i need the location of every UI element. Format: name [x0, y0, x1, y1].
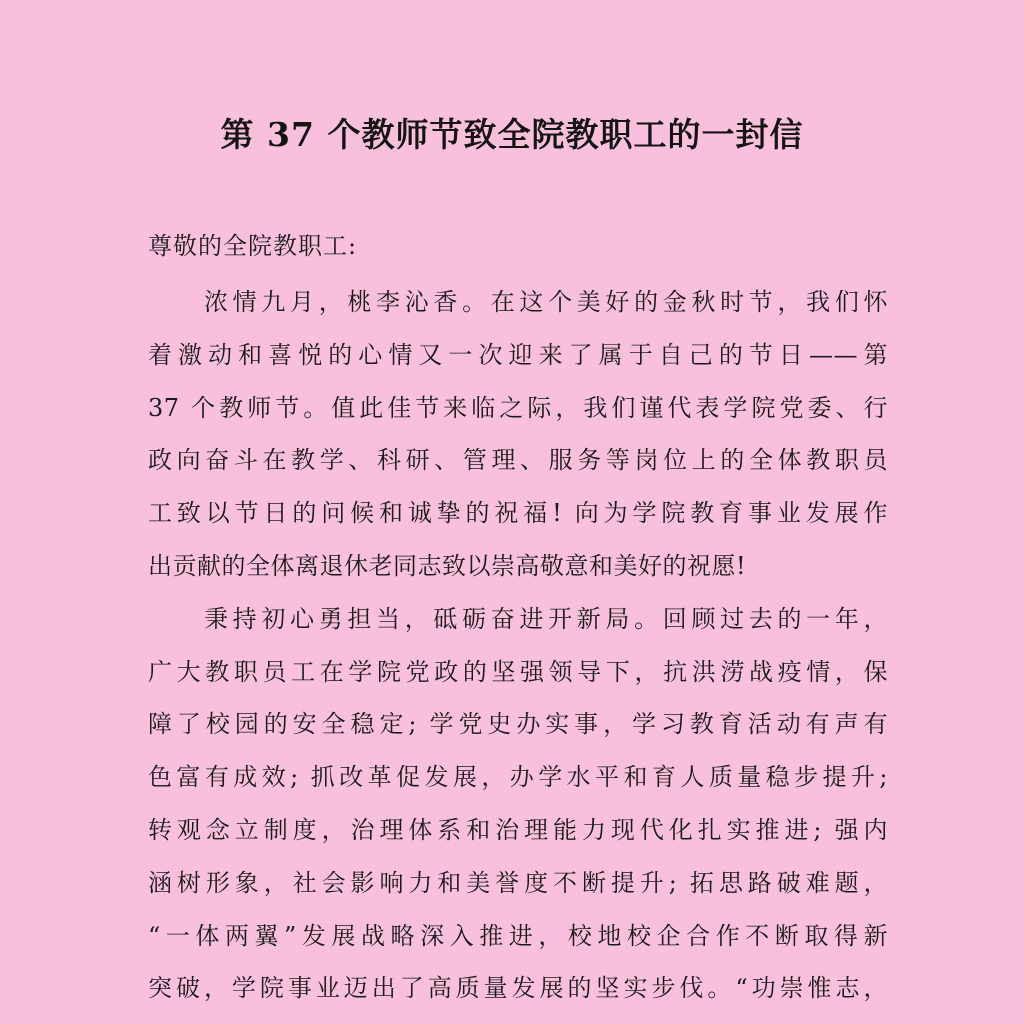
- body-line: 障了校园的安全稳定; 学党史办实事，学习教育活动有声有: [148, 710, 888, 739]
- salutation: 尊敬的全院教职工:: [148, 232, 358, 260]
- body-line: 工致以节日的问候和诚挚的祝福! 向为学院教育事业发展作: [148, 499, 888, 528]
- body-line: 突破，学院事业迈出了高质量发展的坚实步伐。“功崇惟志，: [148, 974, 888, 1003]
- body-line: 37 个教师节。值此佳节来临之际，我们谨代表学院党委、行: [148, 393, 888, 422]
- body-line: 涵树形象，社会影响力和美誉度不断提升; 拓思路破难题，: [148, 868, 888, 897]
- body-line: 秉持初心勇担当，砥砺奋进开新局。回顾过去的一年，: [204, 604, 888, 633]
- body-line: 着激动和喜悦的心情又一次迎来了属于自己的节日——第: [148, 340, 888, 369]
- body-line: 出贡献的全体离退休老同志致以崇高敬意和美好的祝愿!: [148, 551, 747, 580]
- body-line: 政向奋斗在教学、科研、管理、服务等岗位上的全体教职员: [148, 446, 888, 475]
- letter-body: [148, 280, 888, 1019]
- body-line: 色富有成效; 抓改革促发展，办学水平和育人质量稳步提升;: [148, 763, 888, 792]
- body-line: 广大教职员工在学院党政的坚强领导下，抗洪涝战疫情，保: [148, 657, 888, 686]
- body-line: 转观念立制度，治理体系和治理能力现代化扎实推进; 强内: [148, 815, 888, 844]
- letter-title: 第 37 个教师节致全院教职工的一封信: [220, 115, 804, 154]
- body-line: “一体两翼”发展战略深入推进，校地校企合作不断取得新: [148, 921, 888, 950]
- body-line: 浓情九月，桃李沁香。在这个美好的金秋时节，我们怀: [204, 288, 888, 316]
